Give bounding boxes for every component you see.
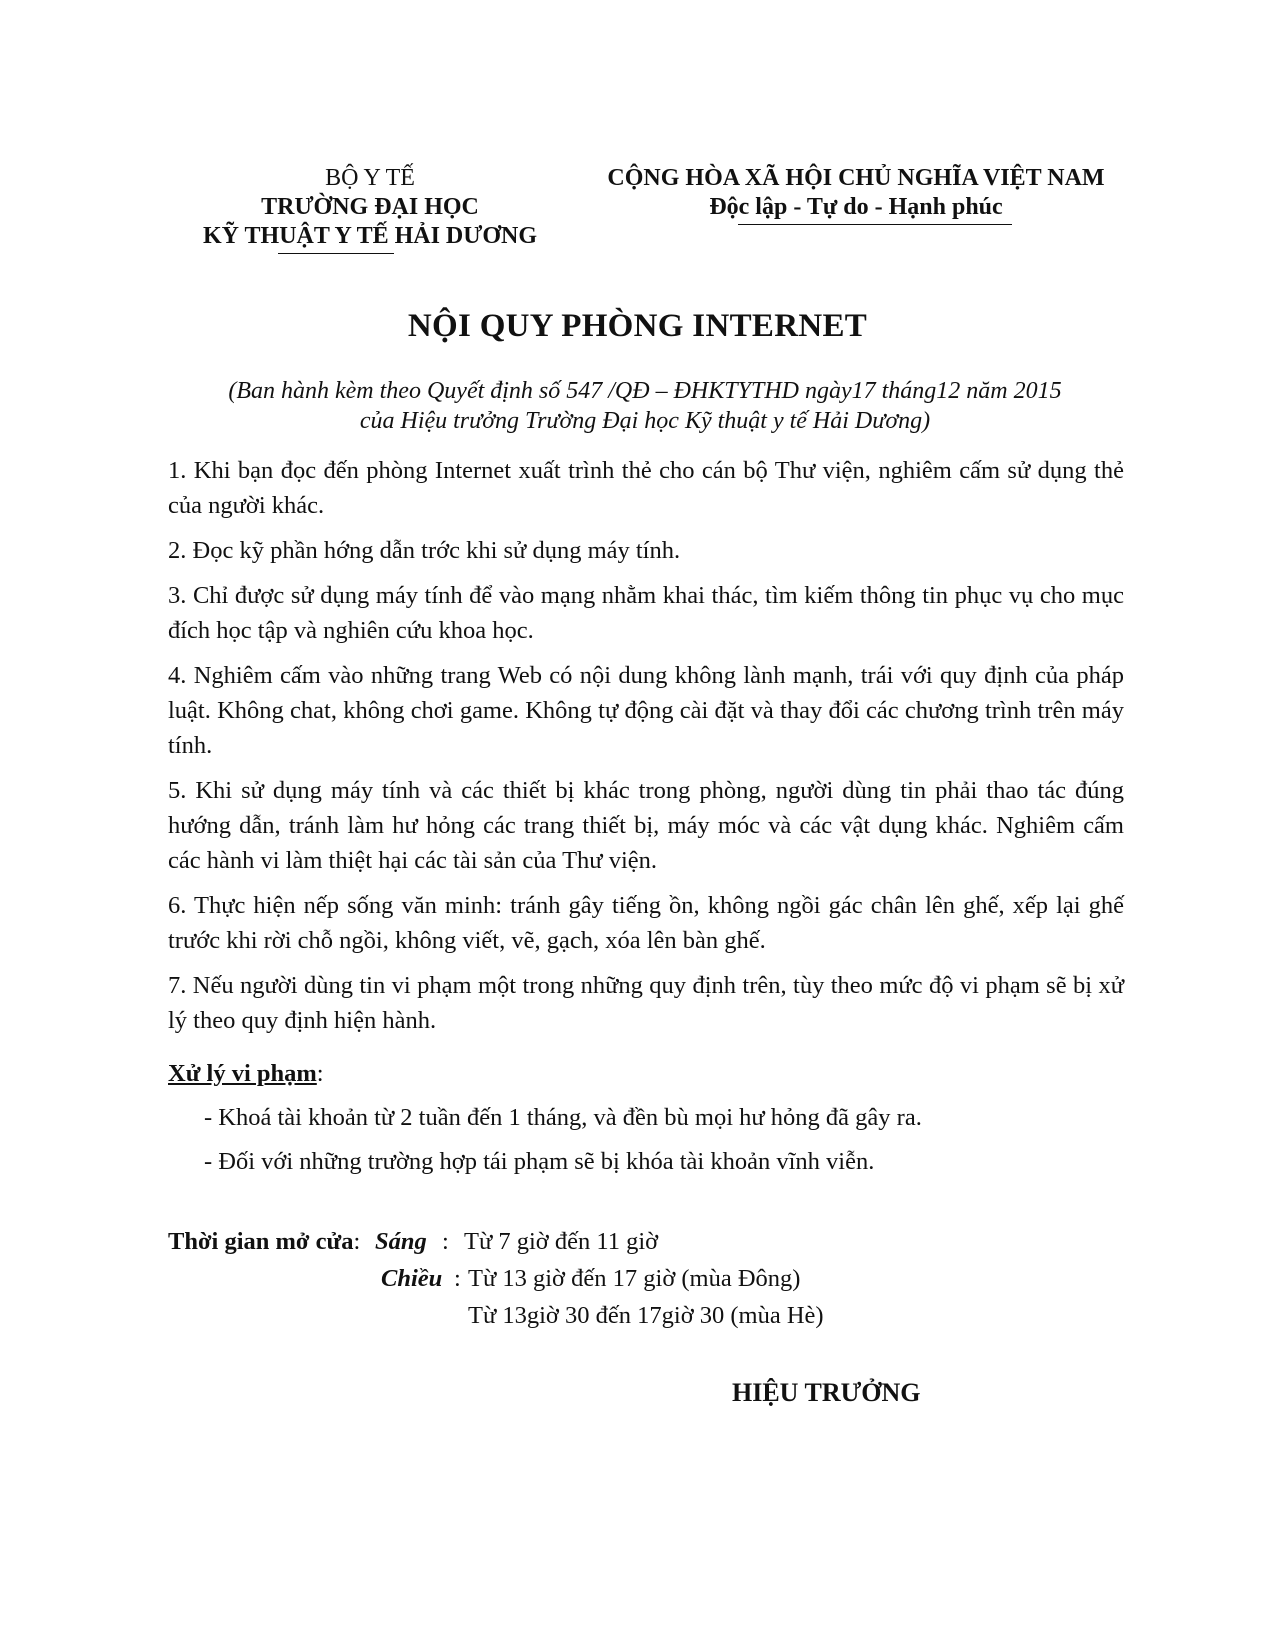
morning-time: Từ 7 giờ đến 11 giờ [464,1228,659,1255]
university-name-line1: TRƯỜNG ĐẠI HỌC [261,194,479,220]
hours-label: Thời gian mở cửa [168,1228,354,1255]
hours-afternoon-row [168,1261,1068,1298]
rule-item: 4. Nghiêm cấm vào những trang Web có nội dung không lành mạnh, trái với quy định của pháp luật. Không chat, không chơi game. Không tự động cài đặt và thay đổi các chương trình trên máy tính. [168,662,1124,759]
university-name-line2: KỸ THUẬT Y TẾ HẢI DƯƠNG [202,223,538,249]
violation-heading: Xử lý vi phạm [168,1060,317,1087]
violation-handling [168,1056,1124,1179]
violation-heading-colon: : [316,1060,324,1087]
morning-colon: : [442,1228,449,1255]
subtitle-line2: của Hiệu trưởng Trường Đại học Kỹ thuật y tế Hải Dương) [359,408,931,434]
afternoon-summer-time: Từ 13giờ 30 đến 17giờ 30 (mùa Hè) [468,1302,824,1329]
hours-morning-row [168,1224,1068,1261]
document-title: NỘI QUY PHÒNG INTERNET [407,308,868,344]
morning-label: Sáng [375,1228,427,1255]
rule-item: 6. Thực hiện nếp sống văn minh: tránh gây tiếng ồn, không ngồi gác chân lên ghế, xếp lại ghế trước khi rời chỗ ngồi, không viết, vẽ, gạch, xóa lên bàn ghế. [168,892,1124,954]
rule-item: 7. Nếu người dùng tin vi phạm một trong những quy định trên, tùy theo mức độ vi phạm sẽ bị xử lý theo quy định hiện hành. [168,972,1124,1034]
national-motto-block [596,164,1116,225]
rule-item: 1. Khi bạn đọc đến phòng Internet xuất trình thẻ cho cán bộ Thư viện, nghiêm cấm sử dụng thẻ của người khác. [168,457,1124,519]
rule-item: 5. Khi sử dụng máy tính và các thiết bị khác trong phòng, người dùng tin phải thao tác đúng hướng dẫn, tránh làm hư hỏng các trang thiết bị, máy móc và các vật dụng khác. Nghiêm cấm các hành vi làm thiệt hại các tài sản của Thư viện. [168,777,1124,874]
afternoon-label: Chiều [381,1265,443,1292]
hours-label-colon: : [353,1228,361,1255]
afternoon-colon: : [454,1265,461,1292]
country-name: CỘNG HÒA XÃ HỘI CHỦ NGHĨA VIỆT NAM [607,165,1105,191]
agency-underline [278,253,394,254]
violation-heading-row [168,1056,1124,1091]
national-motto: Độc lập - Tự do - Hạnh phúc [709,194,1003,220]
violation-item: - Đối với những trường hợp tái phạm sẽ bị khóa tài khoản vĩnh viễn. [204,1148,875,1175]
ministry-name: BỘ Y TẾ [325,165,415,191]
motto-underline [738,224,1012,225]
afternoon-winter-time: Từ 13 giờ đến 17 giờ (mùa Đông) [468,1265,801,1292]
document-subtitle [170,376,1120,436]
rule-item: 2. Đọc kỹ phần hớng dẫn trớc khi sử dụng máy tính. [168,537,681,564]
rule-item: 3. Chỉ được sử dụng máy tính để vào mạng nhằm khai thác, tìm kiếm thông tin phục vụ cho mục đích học tập và nghiên cứu khoa học. [168,582,1124,644]
rules-list [168,453,1124,1048]
issuing-agency-block [190,164,550,254]
subtitle-line1: (Ban hành kèm theo Quyết định số 547 /QĐ – ĐHKTYTHD ngày17 tháng12 năm 2015 [228,378,1062,404]
opening-hours [168,1224,1068,1335]
violation-item: - Khoá tài khoản từ 2 tuần đến 1 tháng, và đền bù mọi hư hỏng đã gây ra. [204,1104,922,1131]
signer-title: HIỆU TRƯỞNG [732,1378,921,1407]
hours-summer-row [168,1298,1068,1335]
